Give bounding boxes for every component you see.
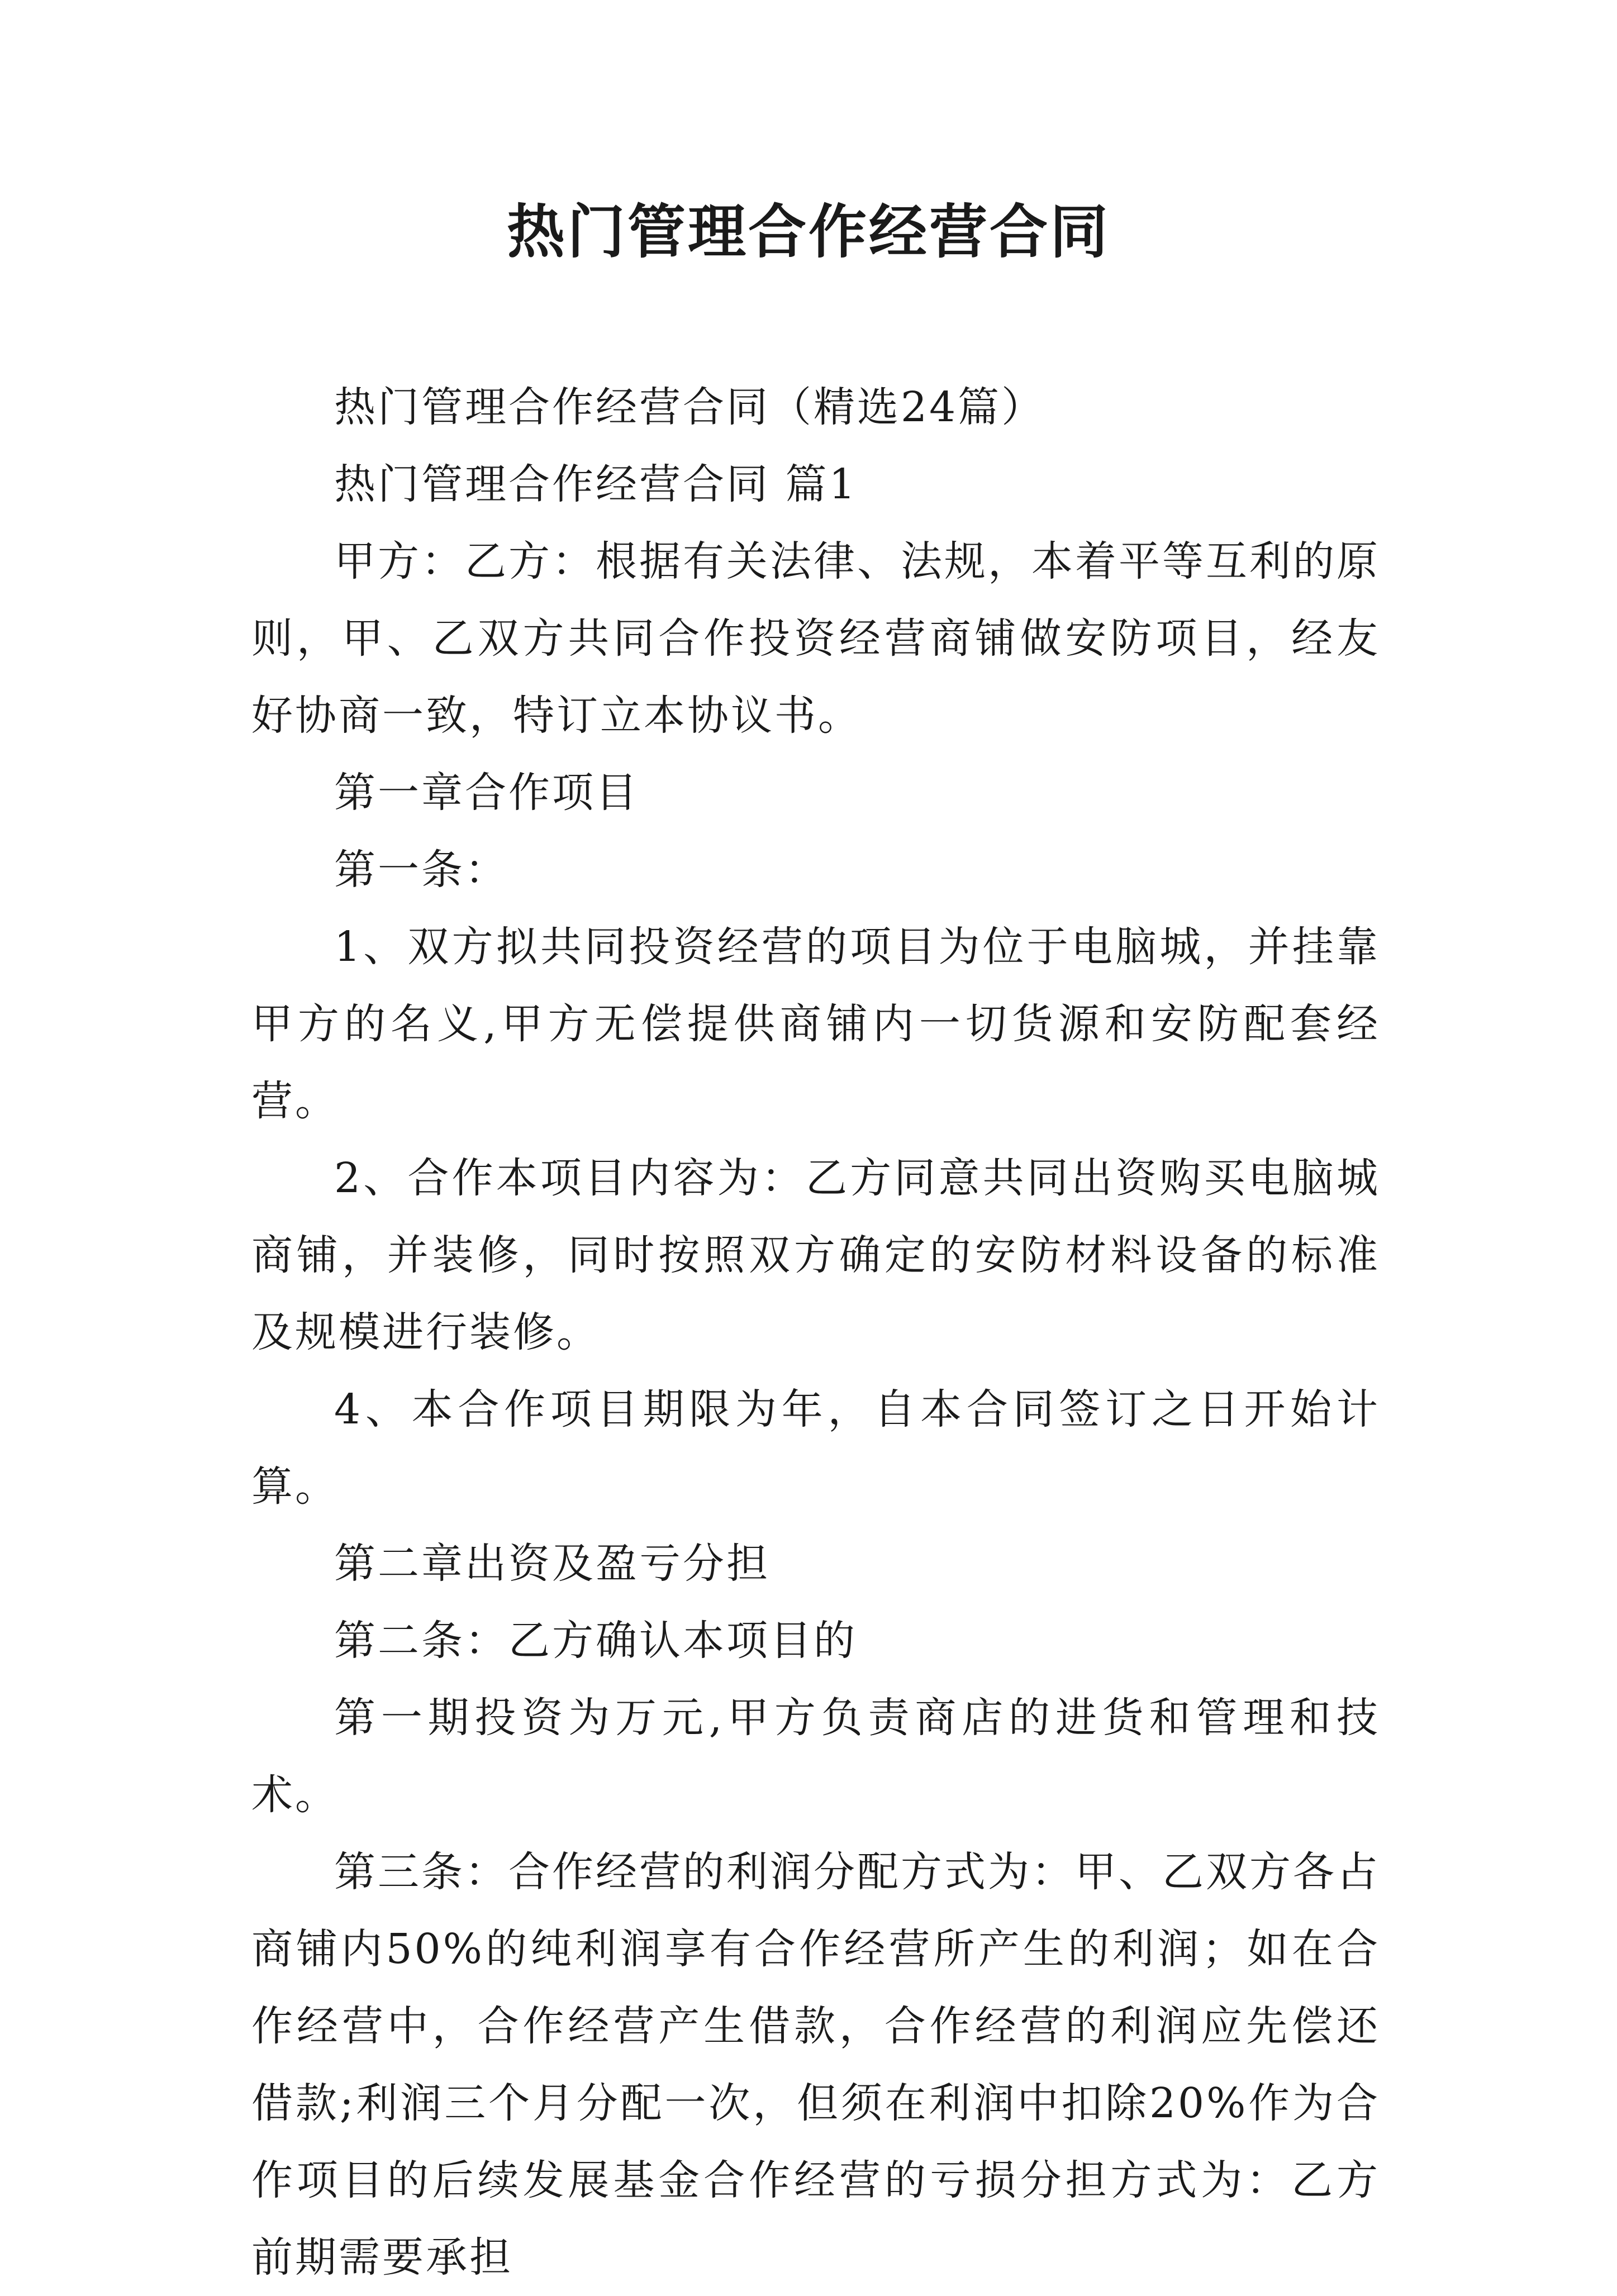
paragraph-first-investment: 第一期投资为万元,甲方负责商店的进货和管理和技术。	[251, 1694, 1380, 1819]
paragraph-chapter-1-heading: 第一章合作项目	[334, 769, 639, 817]
paragraph-item-4: 4、本合作项目期限为年，自本合同签订之日开始计算。	[251, 1385, 1380, 1511]
paragraph-item-2: 2、合作本项目内容为：乙方同意共同出资购买电脑城商铺，并装修，同时按照双方确定的安防材料设备的标准及规模进行装修。	[251, 1154, 1380, 1356]
paragraph-clause-1-heading: 第一条：	[334, 846, 508, 894]
document-title: 热门管理合作经营合同	[506, 197, 1110, 266]
paragraph-chapter-2-heading: 第二章出资及盈亏分担	[334, 1540, 770, 1588]
paragraph-clause-2: 第二条：乙方确认本项目的	[334, 1617, 857, 1665]
document-body	[251, 369, 1380, 2296]
paragraph-item-1: 1、双方拟共同投资经营的项目为位于电脑城，并挂靠甲方的名义,甲方无偿提供商铺内一切货源和安防配套经营。	[251, 923, 1380, 1125]
paragraph-clause-3: 第三条：合作经营的利润分配方式为：甲、乙双方各占商铺内50%的纯利润享有合作经营所产生的利润；如在合作经营中，合作经营产生借款，合作经营的利润应先偿还借款;利润三个月分配一次，但须在利润中扣除20%作为合作项目的后续发展基金合作经营的亏损分担方式为：乙方前期需要承担	[251, 1848, 1380, 2281]
paragraph-preamble: 甲方：乙方：根据有关法律、法规，本着平等互利的原则，甲、乙双方共同合作投资经营商铺做安防项目，经友好协商一致，特订立本协议书。	[251, 537, 1380, 740]
paragraph-collection-heading: 热门管理合作经营合同（精选24篇）	[334, 383, 1045, 431]
paragraph-article-heading: 热门管理合作经营合同 篇1	[334, 460, 858, 508]
